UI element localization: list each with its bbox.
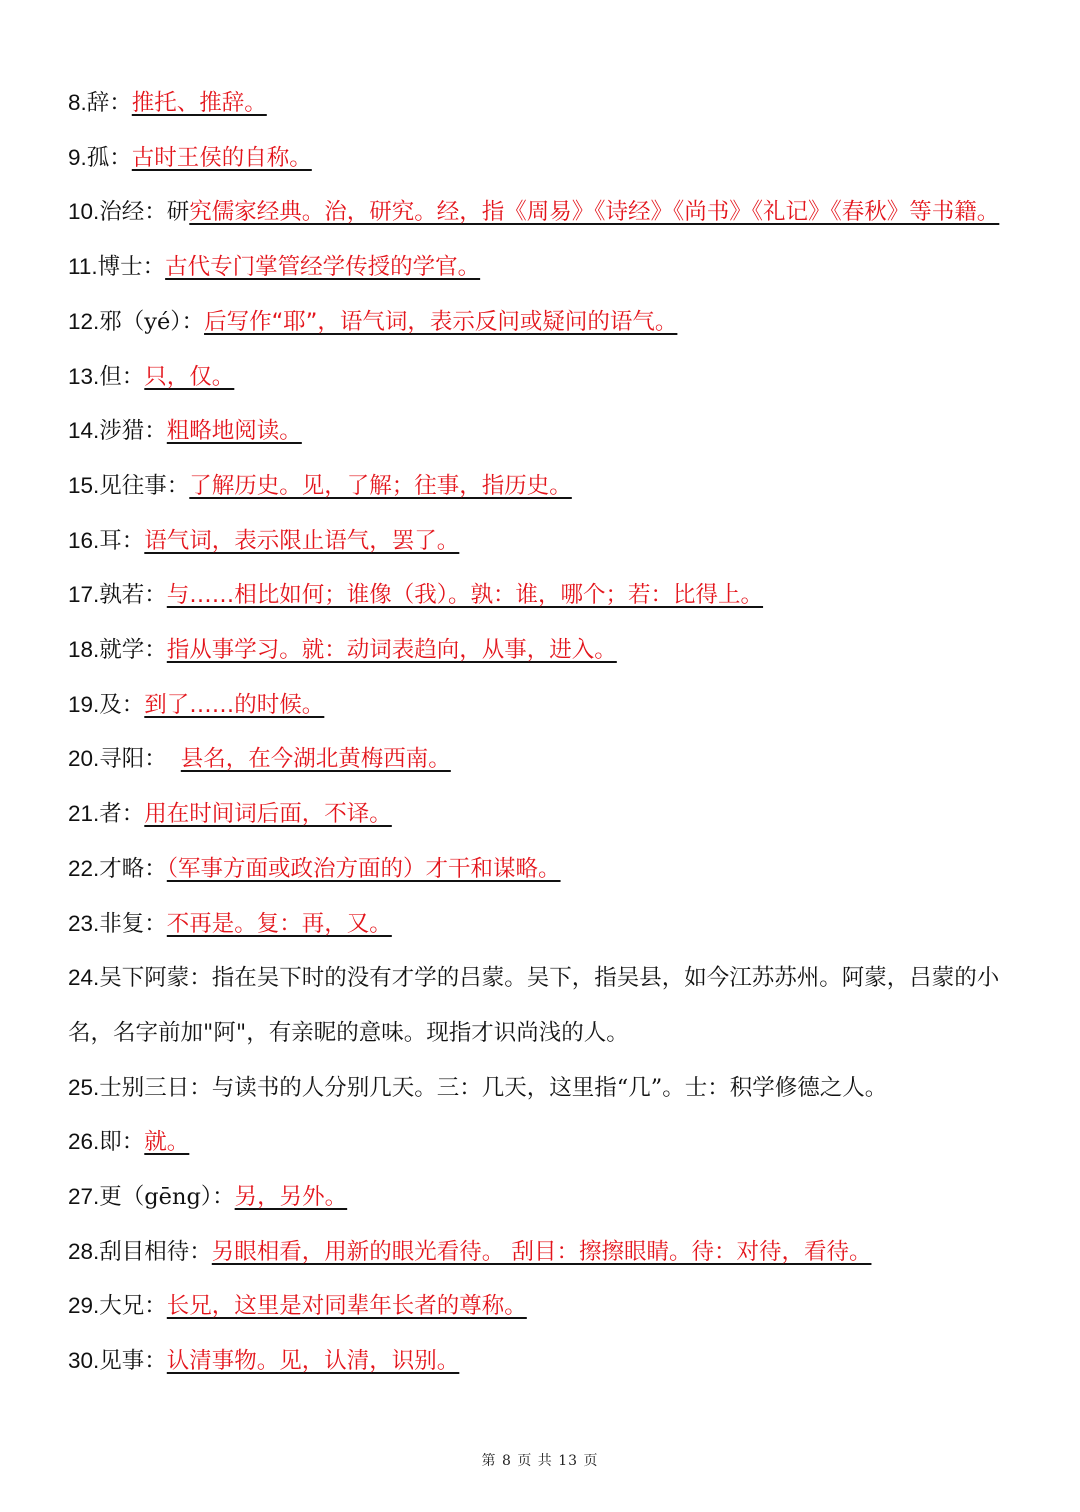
entry-22 xyxy=(68,842,1028,897)
entry-10 xyxy=(68,185,1028,240)
entry-17 xyxy=(68,568,1028,623)
entry-26 xyxy=(68,1115,1028,1170)
entry-24 xyxy=(68,951,1028,1060)
entry-term: 治经：研 xyxy=(99,199,190,226)
entry-number: 13. xyxy=(68,363,100,389)
footer-total-pages: 13 xyxy=(558,1453,579,1469)
entry-term: 就学： xyxy=(99,637,167,664)
entry-answer: 不再是。复：再，又。 xyxy=(166,910,392,937)
entry-answer: 到了……的时候。 xyxy=(144,691,325,718)
entry-term: 但： xyxy=(99,363,145,390)
entry-16 xyxy=(68,514,1028,569)
entry-answer: 了解历史。见，了解；往事，指历史。 xyxy=(189,472,572,499)
entry-13 xyxy=(68,350,1028,405)
entry-answer: 与……相比如何；谁像（我）。孰：谁，哪个；若：比得上。 xyxy=(166,582,764,609)
entry-answer: 就。 xyxy=(144,1129,190,1156)
entry-term: 涉猎： xyxy=(99,418,167,445)
entry-18 xyxy=(68,623,1028,678)
entry-number: 16. xyxy=(68,527,100,553)
entry-19 xyxy=(68,678,1028,733)
entry-number: 29. xyxy=(68,1293,100,1319)
entry-number: 21. xyxy=(68,801,100,827)
footer-page-label: 第 xyxy=(481,1453,497,1469)
entry-answer: 语气词，表示限止语气，罢了。 xyxy=(144,527,460,554)
entry-number: 27. xyxy=(68,1184,100,1210)
entry-30 xyxy=(68,1334,1028,1389)
entry-term: 见事： xyxy=(99,1348,167,1375)
entry-number: 10. xyxy=(68,199,100,225)
footer-page-number: 8 xyxy=(501,1453,512,1469)
entry-term: 辞： xyxy=(86,90,132,116)
entry-number: 25. xyxy=(68,1074,100,1100)
entry-answer: 另眼相看，用新的眼光看待。 刮目：擦擦眼睛。待：对待，看待。 xyxy=(211,1238,872,1265)
entry-answer: 究儒家经典。治，研究。经，指《周易》《诗经》《尚书》《礼记》《春秋》等书籍。 xyxy=(189,199,1000,226)
entry-answer: 古代专门掌管经学传授的学官。 xyxy=(165,254,481,281)
entry-term: 邪（yé）： xyxy=(99,308,205,335)
entry-term: 见往事： xyxy=(99,472,190,499)
footer-page-unit: 页 xyxy=(517,1453,533,1469)
entry-number: 14. xyxy=(68,418,100,444)
page-footer xyxy=(0,1450,1080,1470)
entry-term: 耳： xyxy=(99,527,145,554)
entry-answer: 只，仅。 xyxy=(144,363,235,390)
entry-term: 刮目相待： xyxy=(99,1238,212,1265)
entry-answer: 长兄，这里是对同辈年长者的尊称。 xyxy=(166,1293,527,1320)
entry-number: 30. xyxy=(68,1348,100,1374)
entry-number: 17. xyxy=(68,582,100,608)
entry-answer: 粗略地阅读。 xyxy=(166,418,302,445)
entry-29 xyxy=(68,1279,1028,1334)
entry-term: 者： xyxy=(99,801,145,828)
entry-answer: 认清事物。见，认清，识别。 xyxy=(166,1348,460,1375)
entry-27 xyxy=(68,1170,1028,1225)
entry-term: 博士： xyxy=(97,254,166,281)
entry-term: 吴下阿蒙： xyxy=(99,965,212,992)
entry-term: 寻阳： xyxy=(99,746,167,773)
entry-term: 大兄： xyxy=(99,1293,167,1320)
entry-25 xyxy=(68,1061,1028,1116)
entry-14 xyxy=(68,404,1028,459)
entry-number: 23. xyxy=(68,910,100,936)
entry-term: 孤： xyxy=(86,144,132,171)
entry-number: 12. xyxy=(68,308,100,334)
entry-number: 18. xyxy=(68,637,100,663)
entry-21 xyxy=(68,787,1028,842)
entry-answer: 县名，在今湖北黄梅西南。 xyxy=(180,746,451,773)
entry-15 xyxy=(68,459,1028,514)
entry-answer: 后写作“耶”，语气词，表示反问或疑问的语气。 xyxy=(204,308,678,335)
entry-term: 孰若： xyxy=(99,582,167,609)
footer-total-unit: 页 xyxy=(583,1453,599,1469)
entry-8 xyxy=(68,76,1028,131)
entry-number: 19. xyxy=(68,691,100,717)
entry-answer: （军事方面或政治方面的）才干和谋略。 xyxy=(166,855,561,882)
entry-answer: 另，另外。 xyxy=(234,1184,348,1211)
entry-term: 更（gēng）： xyxy=(99,1184,235,1211)
entry-number: 22. xyxy=(68,855,100,881)
entry-28 xyxy=(68,1225,1028,1280)
entry-number: 15. xyxy=(68,472,100,498)
entry-number: 8. xyxy=(68,90,87,115)
entry-number: 9. xyxy=(68,144,87,170)
entry-11 xyxy=(68,240,1028,295)
entry-number: 24. xyxy=(68,965,100,991)
entry-term: 士别三日： xyxy=(99,1074,212,1101)
entry-term: 即： xyxy=(99,1129,145,1156)
footer-total-label: 共 xyxy=(537,1453,553,1469)
entry-number: 20. xyxy=(68,746,100,772)
entry-definition: 指在吴下时的没有才学的吕蒙。吴下，指吴县，如今江苏苏州。阿蒙，吕蒙的小名，名字前加"阿"，有亲昵的意味。现指才识尚浅的人。 xyxy=(68,965,1000,1046)
entry-9 xyxy=(68,131,1028,186)
entry-number: 28. xyxy=(68,1238,100,1264)
entry-answer: 古时王侯的自称。 xyxy=(131,144,312,171)
entry-23 xyxy=(68,897,1028,952)
entry-term: 非复： xyxy=(99,910,167,937)
entry-number: 11. xyxy=(68,254,98,280)
entry-answer: 指从事学习。就：动词表趋向，从事，进入。 xyxy=(166,637,617,664)
document-body xyxy=(68,76,1028,1389)
entry-definition: 与读书的人分别几天。三：几天，这里指“几”。士：积学修德之人。 xyxy=(211,1074,888,1101)
entry-number: 26. xyxy=(68,1129,100,1155)
entry-answer: 用在时间词后面，不译。 xyxy=(144,801,392,828)
entry-term: 才略： xyxy=(99,855,167,882)
entry-12 xyxy=(68,295,1028,350)
entry-answer: 推托、推辞。 xyxy=(131,90,267,116)
entry-20 xyxy=(68,732,1028,787)
entry-term: 及： xyxy=(99,691,145,718)
